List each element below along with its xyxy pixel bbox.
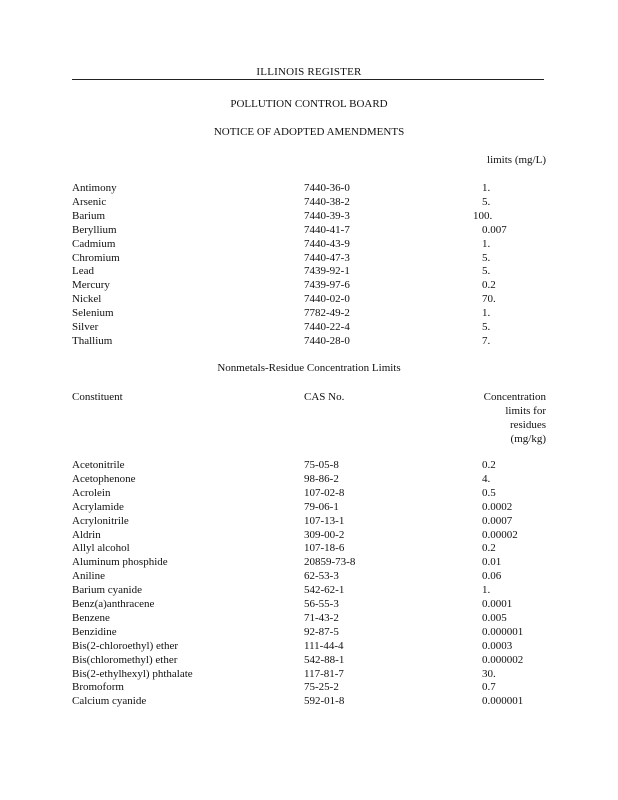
cas-column-header: CAS No. <box>304 391 345 403</box>
constituent-cell: Benzene <box>72 611 110 624</box>
constituent-cell: Bis(2-ethylhexyl) phthalate <box>72 667 193 680</box>
header-rule <box>72 79 544 80</box>
table-row <box>0 694 618 708</box>
table-row <box>0 583 618 597</box>
limit-cell: 5. <box>482 265 491 278</box>
constituent-cell: Benzidine <box>72 625 117 638</box>
register-title: ILLINOIS REGISTER <box>256 66 362 78</box>
cas-number-cell: 62-53-3 <box>304 570 339 583</box>
cas-number-cell: 75-25-2 <box>304 681 339 694</box>
cas-number-cell: 79-06-1 <box>304 500 339 513</box>
cas-number-cell: 75-05-8 <box>304 459 339 471</box>
table-row <box>0 209 618 223</box>
cas-number-cell: 20859-73-8 <box>304 556 356 569</box>
table-row <box>0 625 618 639</box>
nonmetals-section-title: Nonmetals-Residue Concentration Limits <box>217 362 401 374</box>
constituent-cell: Mercury <box>72 279 110 292</box>
limit-cell: 1. <box>482 237 491 250</box>
constituent-cell: Selenium <box>72 307 114 320</box>
cas-number-cell: 542-88-1 <box>304 653 345 666</box>
table-row <box>0 458 618 472</box>
table-row <box>0 237 618 251</box>
table-row <box>0 472 618 486</box>
table-row <box>0 486 618 500</box>
table-row <box>0 639 618 653</box>
table-row <box>0 541 618 555</box>
limit-cell: 0.000001 <box>482 695 524 708</box>
constituent-cell: Aniline <box>72 570 105 583</box>
table-row <box>0 555 618 569</box>
constituent-cell: Acetophenone <box>72 472 136 485</box>
limit-cell: 7. <box>482 334 491 347</box>
limit-cell: 0.5 <box>482 486 496 499</box>
limit-cell: 1. <box>482 182 491 194</box>
cas-number-cell: 111-44-4 <box>304 639 344 652</box>
limit-cell: 0.7 <box>482 681 496 694</box>
table-row <box>0 653 618 667</box>
constituent-cell: Arsenic <box>72 195 107 208</box>
limit-header-line: Concentration <box>483 391 546 403</box>
limit-cell: 5. <box>482 321 491 333</box>
constituent-cell: Benz(a)anthracene <box>72 598 155 610</box>
notice-title: NOTICE OF ADOPTED AMENDMENTS <box>213 126 405 138</box>
table-row <box>0 597 618 611</box>
cas-number-cell: 592-01-8 <box>304 695 345 708</box>
limit-header-line: residues <box>509 419 546 431</box>
limit-cell: 4. <box>482 472 491 485</box>
limit-column-header <box>456 390 546 446</box>
limit-cell: 70. <box>482 293 496 306</box>
limit-cell: 0.2 <box>482 279 496 292</box>
constituent-cell: Acrylamide <box>72 500 124 513</box>
limit-cell: 0.000002 <box>482 653 524 666</box>
cas-number-cell: 71-43-2 <box>304 611 339 624</box>
limit-header-line: limits for <box>505 405 546 417</box>
table-row <box>0 251 618 265</box>
constituent-cell: Bis(chloromethyl) ether <box>72 653 178 666</box>
cas-number-cell: 7440-39-3 <box>304 209 350 222</box>
constituent-cell: Allyl alcohol <box>72 542 130 555</box>
cas-number-cell: 107-13-1 <box>304 514 345 527</box>
cas-number-cell: 107-18-6 <box>304 542 345 555</box>
cas-number-cell: 309-00-2 <box>304 528 345 541</box>
board-title: POLLUTION CONTROL BOARD <box>230 98 388 110</box>
limit-cell: 0.2 <box>482 542 496 555</box>
table-row <box>0 223 618 237</box>
constituent-cell: Bromoform <box>72 681 124 694</box>
constituent-cell: Chromium <box>72 251 120 264</box>
limit-cell: 0.000001 <box>482 625 524 638</box>
cas-number-cell: 92-87-5 <box>304 625 339 638</box>
table-row <box>0 667 618 681</box>
table-row <box>0 680 618 694</box>
limit-header-line: (mg/kg) <box>510 433 546 445</box>
cas-number-cell: 7439-92-1 <box>304 265 350 278</box>
limit-cell: 0.005 <box>482 611 507 624</box>
limit-cell: 30. <box>482 667 496 680</box>
cas-number-cell: 542-62-1 <box>304 584 345 597</box>
cas-number-cell: 56-55-3 <box>304 598 339 610</box>
constituent-cell: Cadmium <box>72 237 116 250</box>
table-row <box>0 181 618 195</box>
constituent-cell: Calcium cyanide <box>72 695 147 708</box>
limit-cell: 0.0001 <box>482 598 513 610</box>
cas-number-cell: 7782-49-2 <box>304 307 350 320</box>
constituent-cell: Barium cyanide <box>72 584 142 597</box>
cas-number-cell: 98-86-2 <box>304 472 339 485</box>
table-row <box>0 278 618 292</box>
limit-cell: 0.06 <box>482 570 502 583</box>
cas-number-cell: 117-81-7 <box>304 667 344 680</box>
cas-number-cell: 7440-02-0 <box>304 293 350 306</box>
constituent-cell: Lead <box>72 265 94 278</box>
limit-cell: 0.2 <box>482 459 496 471</box>
table-row <box>0 500 618 514</box>
constituent-cell: Acrolein <box>72 486 111 499</box>
limit-cell: 1. <box>482 584 491 597</box>
limit-cell: 0.00002 <box>482 528 518 541</box>
metals-limit-header: limits (mg/L) <box>487 154 546 166</box>
table-row <box>0 528 618 542</box>
constituent-cell: Aldrin <box>72 528 101 541</box>
limit-cell: 0.0002 <box>482 500 513 513</box>
limit-cell: 1. <box>482 307 491 320</box>
cas-number-cell: 7440-47-3 <box>304 251 350 264</box>
constituent-column-header: Constituent <box>72 391 123 403</box>
constituent-cell: Barium <box>72 209 105 222</box>
cas-number-cell: 7440-43-9 <box>304 237 350 250</box>
table-row <box>0 611 618 625</box>
constituent-cell: Nickel <box>72 293 102 306</box>
constituent-cell: Thallium <box>72 334 113 347</box>
cas-number-cell: 7440-41-7 <box>304 223 350 236</box>
limit-cell: 0.007 <box>482 223 507 236</box>
table-row <box>0 292 618 306</box>
constituent-cell: Aluminum phosphide <box>72 556 168 569</box>
table-row <box>0 569 618 583</box>
cas-number-cell: 7439-97-6 <box>304 279 350 292</box>
cas-number-cell: 107-02-8 <box>304 486 345 499</box>
table-row <box>0 195 618 209</box>
limit-cell: 100. <box>473 209 493 222</box>
constituent-cell: Silver <box>72 321 99 333</box>
constituent-cell: Acetonitrile <box>72 459 125 471</box>
limit-cell: 0.0003 <box>482 639 513 652</box>
limit-cell: 5. <box>482 195 491 208</box>
table-row <box>0 320 618 334</box>
limit-cell: 5. <box>482 251 491 264</box>
limit-cell: 0.0007 <box>482 514 513 527</box>
constituent-cell: Antimony <box>72 182 117 194</box>
constituent-cell: Acrylonitrile <box>72 514 129 527</box>
cas-number-cell: 7440-22-4 <box>304 321 350 333</box>
cas-number-cell: 7440-36-0 <box>304 182 350 194</box>
table-row <box>0 334 618 348</box>
limit-cell: 0.01 <box>482 556 502 569</box>
constituent-cell: Bis(2-chloroethyl) ether <box>72 639 178 652</box>
table-row <box>0 306 618 320</box>
constituent-cell: Beryllium <box>72 223 117 236</box>
table-row <box>0 514 618 528</box>
table-row <box>0 264 618 278</box>
cas-number-cell: 7440-38-2 <box>304 195 350 208</box>
cas-number-cell: 7440-28-0 <box>304 334 350 347</box>
